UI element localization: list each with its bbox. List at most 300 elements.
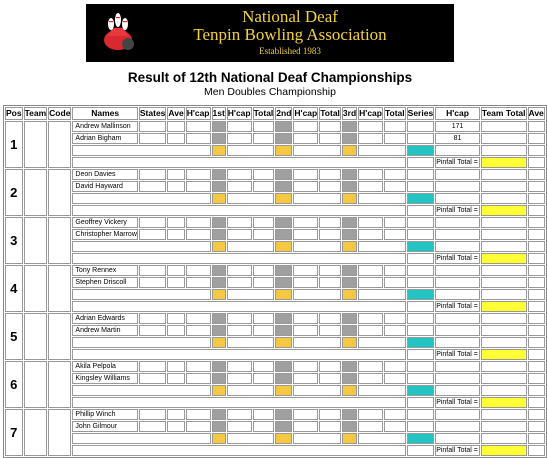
total-cell [319,409,341,420]
total-cell [384,265,406,276]
blank-cell [528,157,545,168]
team-total-cell [481,121,527,132]
blank-cell [528,193,545,204]
team-total-value [481,205,527,216]
team-total-cell [481,181,527,192]
total-cell [253,133,275,144]
total-cell [253,277,275,288]
hcap-cell [227,217,252,228]
total-cell [319,121,341,132]
blank-cell [358,193,406,204]
game-2-cell [275,409,292,420]
team-total-cell [481,409,527,420]
player-hcap [435,229,480,240]
hcap-cell [227,325,252,336]
total-cell [253,325,275,336]
hcap-cell [186,181,211,192]
hcap-cell [227,421,252,432]
blank-cell [435,433,480,444]
position-cell: 5 [5,313,23,360]
hcap-cell [227,313,252,324]
series-cell [407,421,435,432]
game-2-cell [275,313,292,324]
column-header: H'cap [435,107,480,120]
series-cell [407,277,435,288]
game-1-cell [212,133,226,144]
blank-cell [435,193,480,204]
pinfall-label: Pinfall Total = [436,447,478,454]
game-1-total [212,433,226,444]
total-cell [319,277,341,288]
blank-cell [528,205,545,216]
hcap-cell [358,217,383,228]
game-2-cell [275,325,292,336]
code-cell [48,169,71,216]
ave-cell [528,169,545,180]
total-cell [384,361,406,372]
total-cell [319,361,341,372]
blank-cell [481,145,527,156]
code-cell [48,121,71,168]
blank-cell [358,433,406,444]
code-cell [48,361,71,408]
total-cell [384,169,406,180]
hcap-cell [358,133,383,144]
blank-cell [358,337,406,348]
total-cell [253,361,275,372]
ave-cell [528,265,545,276]
player-name: Andrew Mallinson [72,121,137,132]
ave-cell [167,421,184,432]
blank-cell [358,241,406,252]
total-cell [319,169,341,180]
game-3-cell [342,217,357,228]
page-title: Result of 12th National Deaf Championships [127,70,413,85]
game-2-cell [275,265,292,276]
code-cell [48,217,71,264]
ave-cell [528,133,545,144]
player-row [5,265,545,276]
hcap-cell [293,169,318,180]
game-totals-row [5,241,545,252]
page-subtitle: Men Doubles Championship [204,86,336,98]
table-header-row [5,107,545,120]
game-2-cell [275,169,292,180]
pinfall-row [5,205,545,216]
game-2-total [275,337,292,348]
association-banner [86,4,454,62]
states-cell [139,181,167,192]
game-totals-row [5,337,545,348]
blank-cell [407,157,435,168]
states-cell [139,265,167,276]
player-row [5,421,545,432]
game-3-total [342,433,357,444]
hcap-cell [293,265,318,276]
player-name: Geoffrey Vickery [72,217,137,228]
total-cell [319,421,341,432]
series-total [407,193,435,204]
series-cell [407,265,435,276]
hcap-cell [293,277,318,288]
hcap-cell [227,229,252,240]
team-cell [24,169,48,216]
hcap-cell [186,265,211,276]
series-cell [407,313,435,324]
hcap-cell [358,421,383,432]
position-cell: 4 [5,265,23,312]
series-total [407,289,435,300]
total-cell [384,181,406,192]
hcap-cell [293,361,318,372]
results-table [3,105,547,458]
series-cell [407,373,435,384]
player-hcap [435,169,480,180]
game-totals-row [5,385,545,396]
team-total-cell [481,217,527,228]
ave-cell [528,277,545,288]
hcap-cell [227,265,252,276]
game-1-cell [212,265,226,276]
blank-cell [227,433,275,444]
blank-cell [293,337,341,348]
game-1-cell [212,169,226,180]
game-3-cell [342,325,357,336]
player-name: Adrian Edwards [72,313,137,324]
game-1-cell [212,181,226,192]
column-header: H'cap [294,108,318,118]
player-row [5,361,545,372]
column-header: Team Total [481,108,526,118]
game-1-cell [212,325,226,336]
blank-cell [528,349,545,360]
player-name: Kingsley Williams [72,373,137,384]
team-total-cell [481,325,527,336]
ave-cell [528,217,545,228]
hcap-cell [358,169,383,180]
game-3-cell [342,181,357,192]
blank-cell [407,397,435,408]
blank-cell [227,193,275,204]
banner-line-1: National Deaf [242,7,338,26]
game-2-total [275,433,292,444]
game-3-cell [342,373,357,384]
player-row [5,169,545,180]
game-totals-row [5,193,545,204]
blank-cell [293,193,341,204]
hcap-cell [186,277,211,288]
blank-cell [72,445,405,456]
team-cell [24,217,48,264]
player-name: John Gilmour [72,421,137,432]
ave-cell [167,325,184,336]
hcap-cell [293,181,318,192]
game-1-cell [212,421,226,432]
ave-cell [528,313,545,324]
states-cell [139,169,167,180]
game-2-total [275,145,292,156]
column-header: Ave [168,108,184,118]
total-cell [319,181,341,192]
blank-cell [528,397,545,408]
code-cell [48,265,71,312]
states-cell [139,361,167,372]
hcap-cell [227,169,252,180]
total-cell [253,409,275,420]
player-name: Christopher Marrow [72,229,137,240]
blank-cell [72,157,405,168]
game-2-cell [275,277,292,288]
game-1-cell [212,217,226,228]
column-header: 3rd [342,108,357,118]
team-total-value [481,445,527,456]
game-3-cell [342,409,357,420]
blank-cell [528,433,545,444]
hcap-cell [227,181,252,192]
blank-cell [72,241,210,252]
series-cell [407,217,435,228]
team-total-cell [481,313,527,324]
column-header: Ave [528,108,544,118]
total-cell [384,217,406,228]
total-cell [253,121,275,132]
series-cell [407,133,435,144]
ave-cell [167,181,184,192]
blank-cell [72,349,405,360]
states-cell [139,325,167,336]
blank-cell [528,289,545,300]
series-cell [407,169,435,180]
game-2-total [275,385,292,396]
blank-cell [435,385,480,396]
game-3-cell [342,421,357,432]
game-2-cell [275,121,292,132]
game-3-cell [342,169,357,180]
game-3-total [342,193,357,204]
player-name: Deon Davies [72,169,137,180]
game-1-cell [212,361,226,372]
pinfall-row [5,349,545,360]
total-cell [253,229,275,240]
game-totals-row [5,289,545,300]
blank-cell [358,385,406,396]
blank-cell [407,349,435,360]
game-3-cell [342,361,357,372]
blank-cell [435,241,480,252]
series-total [407,241,435,252]
game-1-cell [212,121,226,132]
hcap-cell [293,313,318,324]
states-cell [139,313,167,324]
game-2-cell [275,217,292,228]
ave-cell [528,325,545,336]
total-cell [384,373,406,384]
game-2-total [275,193,292,204]
hcap-cell [227,133,252,144]
team-total-cell [481,373,527,384]
pinfall-label: Pinfall Total = [436,255,478,262]
player-name: Tony Rennex [72,265,137,276]
player-hcap [435,217,480,228]
ave-cell [528,229,545,240]
game-2-cell [275,133,292,144]
code-cell [48,313,71,360]
blank-cell [358,145,406,156]
column-header: Total [384,108,405,118]
blank-cell [293,145,341,156]
hcap-cell [358,277,383,288]
player-hcap [435,361,480,372]
player-row [5,409,545,420]
ave-cell [167,133,184,144]
hcap-cell [186,133,211,144]
total-cell [253,373,275,384]
position-cell: 7 [5,409,23,456]
blank-cell [528,385,545,396]
blank-cell [293,433,341,444]
states-cell [139,217,167,228]
blank-cell [528,241,545,252]
series-total [407,337,435,348]
ave-cell [528,421,545,432]
hcap-cell [293,217,318,228]
game-2-cell [275,361,292,372]
position-cell: 6 [5,361,23,408]
player-row [5,373,545,384]
player-row [5,277,545,288]
total-cell [253,421,275,432]
ave-cell [528,409,545,420]
player-row [5,217,545,228]
hcap-cell [293,229,318,240]
series-total [407,145,435,156]
total-cell [384,421,406,432]
hcap-cell [227,277,252,288]
blank-cell [72,433,210,444]
blank-cell [407,205,435,216]
game-1-total [212,337,226,348]
hcap-cell [186,121,211,132]
hcap-cell [293,409,318,420]
hcap-cell [227,409,252,420]
blank-cell [481,385,527,396]
column-header: 2nd [276,108,292,118]
total-cell [384,313,406,324]
hcap-cell [293,325,318,336]
ave-cell [528,361,545,372]
ave-cell [167,121,184,132]
states-cell [139,133,167,144]
hcap-cell [358,265,383,276]
series-cell [407,229,435,240]
hcap-cell [358,409,383,420]
player-hcap [435,181,480,192]
series-total [407,433,435,444]
game-2-cell [275,229,292,240]
pinfall-row [5,157,545,168]
team-cell [24,121,48,168]
position-cell: 2 [5,169,23,216]
blank-cell [72,253,405,264]
banner-line-2: Tenpin Bowling Association [193,25,387,44]
blank-cell [435,337,480,348]
blank-cell [435,145,480,156]
team-total-value [481,397,527,408]
pinfall-label: Pinfall Total = [436,399,478,406]
pinfall-label: Pinfall Total = [436,351,478,358]
game-totals-row [5,433,545,444]
code-cell [48,409,71,456]
hcap-cell [358,181,383,192]
player-hcap: 171 [435,121,480,132]
hcap-cell [293,133,318,144]
game-3-total [342,241,357,252]
hcap-cell [227,121,252,132]
column-header: Total [320,108,340,118]
player-hcap [435,421,480,432]
player-hcap: 81 [435,133,480,144]
total-cell [319,373,341,384]
hcap-cell [186,409,211,420]
hcap-cell [186,373,211,384]
pinfall-row [5,253,545,264]
player-row [5,229,545,240]
player-row [5,121,545,132]
game-3-cell [342,277,357,288]
hcap-cell [358,361,383,372]
hcap-cell [358,325,383,336]
team-total-cell [481,421,527,432]
team-total-cell [481,133,527,144]
team-total-value [481,253,527,264]
blank-cell [407,445,435,456]
series-cell [407,409,435,420]
hcap-cell [186,217,211,228]
blank-cell [72,289,210,300]
column-header: 1st [212,108,225,118]
column-header: H'cap [186,108,210,118]
hcap-cell [186,169,211,180]
banner-established: Established 1983 [259,46,321,56]
ave-cell [167,265,184,276]
blank-cell [227,385,275,396]
team-total-cell [481,265,527,276]
player-hcap [435,265,480,276]
total-cell [384,229,406,240]
game-2-cell [275,421,292,432]
total-cell [253,181,275,192]
player-hcap [435,409,480,420]
game-2-cell [275,181,292,192]
blank-cell [293,241,341,252]
column-header: States [139,108,166,118]
ave-cell [167,169,184,180]
pinfall-row [5,397,545,408]
states-cell [139,409,167,420]
hcap-cell [358,313,383,324]
pinfall-row [5,445,545,456]
column-header: Team [24,108,47,118]
game-2-cell [275,373,292,384]
total-cell [319,265,341,276]
game-1-total [212,145,226,156]
total-cell [384,133,406,144]
states-cell [139,373,167,384]
ave-cell [528,373,545,384]
hcap-cell [358,229,383,240]
blank-cell [528,253,545,264]
player-name: Stephen Driscoll [72,277,137,288]
